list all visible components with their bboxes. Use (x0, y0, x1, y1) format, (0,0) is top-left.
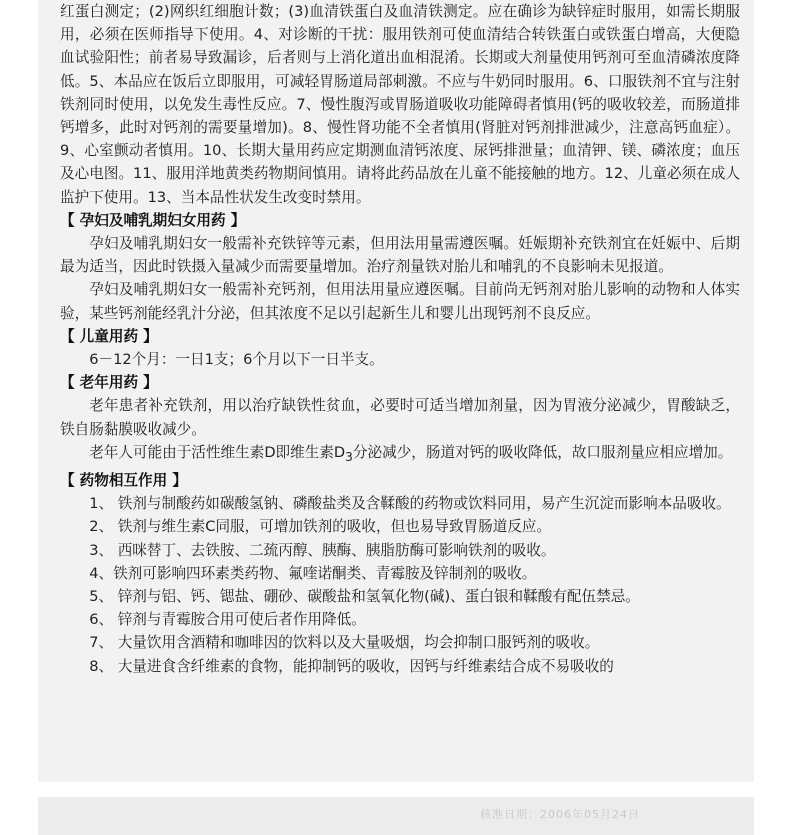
section-heading-children: 【 儿童用药 】 (60, 327, 158, 345)
interaction-item: 4、铁剂可影响四环素类药物、氟喹诺酮类、青霉胺及锌制剂的吸收。 (89, 564, 537, 582)
next-page-edge (38, 797, 754, 835)
pregnancy-paragraph-iron: 孕妇及哺乳期妇女一般需补充铁锌等元素，但用法用量需遵医嘱。妊娠期补充铁剂宜在妊娠中、后期最为适当，因此时铁摄入量减少而需要量增加。治疗剂量铁对胎儿和哺乳的不良影响未见报道。 (60, 235, 740, 276)
elderly-paragraph-iron: 老年患者补充铁剂，用以治疗缺铁性贫血，必要时可适当增加剂量，因为胃液分泌减少，胃酸缺乏，铁自肠黏膜吸收减少。 (60, 397, 740, 438)
interaction-item: 7、 大量饮用含酒精和咖啡因的饮料以及大量吸烟，均会抑制口服钙剂的吸收。 (89, 634, 600, 652)
elderly-text-end: 分泌减少，肠道对钙的吸收降低，故口服剂量应相应增加。 (352, 443, 733, 461)
children-dosage-paragraph: 6－12个月：一日1支；6个月以下一日半支。 (89, 351, 384, 369)
vitamin-d3-subscript: 3 (345, 449, 353, 464)
document-content (60, 0, 740, 678)
interaction-item: 8、 大量进食含纤维素的食物，能抑制钙的吸收，因钙与纤维素结合成不易吸收的 (89, 657, 614, 675)
pregnancy-paragraph-calcium: 孕妇及哺乳期妇女一般需补充钙剂，但用法用量应遵医嘱。目前尚无钙剂对胎儿影响的动物和人体实验，某些钙剂能经乳汁分泌，但其浓度不足以引起新生儿和婴儿出现钙剂不良反应。 (60, 281, 740, 322)
bleed-through-text: 核准日期：2006年05月24日 (480, 808, 640, 821)
interaction-item: 6、 锌剂与青霉胺合用可使后者作用降低。 (89, 611, 366, 629)
interaction-item: 2、 铁剂与维生素C同服，可增加铁剂的吸收，但也易导致胃肠道反应。 (89, 518, 552, 536)
section-heading-elderly: 【 老年用药 】 (60, 374, 158, 392)
section-heading-pregnancy: 【 孕妇及哺乳期妇女用药 】 (60, 211, 246, 229)
elderly-paragraph-calcium (60, 441, 740, 469)
interaction-item: 3、 西咪替丁、去铁胺、二巯丙醇、胰酶、胰脂肪酶可影响铁剂的吸收。 (89, 541, 556, 559)
elderly-text-start: 老年人可能由于活性维生素D即维生素D (89, 443, 346, 461)
interaction-item: 1、 铁剂与制酸药如碳酸氢钠、磷酸盐类及含鞣酸的药物或饮料同用，易产生沉淀而影响本品吸收。 (89, 495, 731, 513)
section-heading-interactions: 【 药物相互作用 】 (60, 471, 187, 489)
precautions-paragraph: 红蛋白测定；(2)网织红细胞计数；(3)血清铁蛋白及血清铁测定。应在确诊为缺锌症时服用，如需长期服用，必须在医师指导下使用。4、对诊断的干扰：服用铁剂可使血清结合转铁蛋白或铁蛋白增高，大便隐血试验阳性；前者易导致漏诊，后者则与上消化道出血相混淆。长期或大剂量使用钙剂可至血清磷浓度降低。5、本品应在饭后立即服用，可减轻胃肠道局部刺激。不应与牛奶同时服用。6、口服铁剂不宜与注射铁剂同时使用，以免发生毒性反应。7、慢性腹泻或胃肠道吸收功能障碍者慎用(钙的吸收较差，而肠道排钙增多，此时对钙剂的需要量增加)。8、慢性肾功能不全者慎用(肾脏对钙剂排泄减少，注意高钙血症）。9、心室颤动者慎用。10、长期大量用药应定期测血清钙浓度、尿钙排泄量；血清钾、镁、磷浓度；血压及心电图。11、服用洋地黄类药物期间慎用。请将此药品放在儿童不能接触的地方。12、儿童必须在成人监护下使用。13、当本品性状发生改变时禁用。 (60, 3, 740, 206)
interaction-item: 5、 锌剂与铝、钙、锶盐、硼砂、碳酸盐和氢氧化物(碱)、蛋白银和鞣酸有配伍禁忌。 (89, 587, 640, 605)
